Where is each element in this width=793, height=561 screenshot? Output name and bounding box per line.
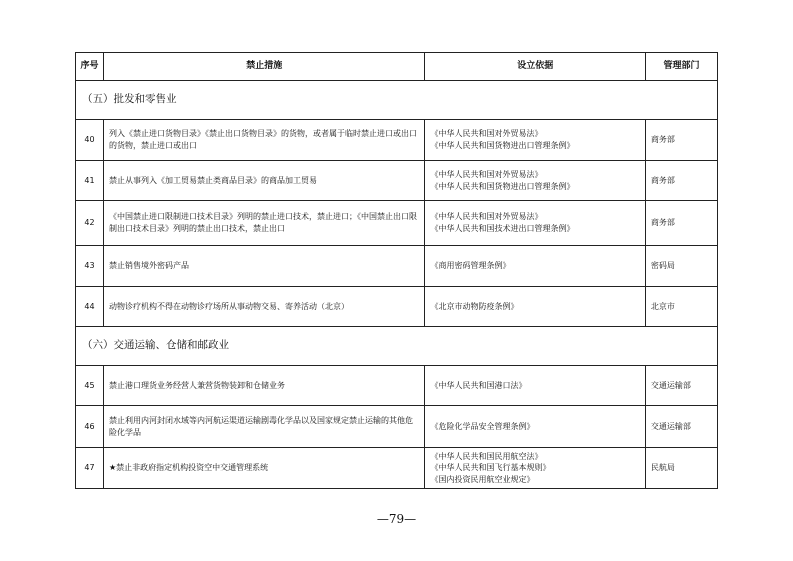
section-row-wholesale-retail	[76, 81, 718, 120]
prohibition-table	[75, 52, 718, 489]
row-serial-number: 43	[76, 246, 104, 287]
table-row	[76, 201, 718, 246]
row-department: 交通运输部	[645, 406, 717, 448]
table-row	[76, 246, 718, 287]
row-basis	[425, 366, 645, 406]
basis-line: 《危险化学品安全管理条例》	[430, 421, 535, 431]
basis-line: 《中华人民共和国对外贸易法》	[430, 129, 543, 139]
row-basis	[425, 161, 645, 201]
row-measure: 禁止销售境外密码产品	[103, 246, 425, 287]
basis-line: 《中华人民共和国技术进出口管理条例》	[430, 224, 575, 233]
basis-line: 《中华人民共和国货物进出口管理条例》	[430, 141, 575, 150]
row-measure: 列入《禁止进口货物目录》《禁止出口货物目录》的货物，或者属于临时禁止进口或出口的货物，禁止进口或出口	[103, 120, 425, 161]
row-department: 商务部	[645, 201, 717, 246]
row-department: 民航局	[645, 448, 717, 489]
basis-line: 《国内投资民用航空业规定》	[430, 474, 535, 484]
table-row	[76, 161, 718, 201]
header-serial-number: 序号	[76, 53, 104, 81]
section-title: （六）交通运输、仓储和邮政业	[76, 327, 718, 366]
table-row	[76, 287, 718, 327]
row-basis	[425, 201, 645, 246]
row-basis	[425, 406, 645, 448]
basis-line: 《中华人民共和国民用航空法》	[430, 451, 543, 461]
row-measure: ★禁止非政府指定机构投资空中交通管理系统	[103, 448, 425, 489]
row-serial-number: 42	[76, 201, 104, 246]
row-department: 北京市	[645, 287, 717, 327]
table-row	[76, 366, 718, 406]
row-basis	[425, 246, 645, 287]
row-serial-number: 47	[76, 448, 104, 489]
row-department: 密码局	[645, 246, 717, 287]
row-serial-number: 40	[76, 120, 104, 161]
table-row	[76, 120, 718, 161]
table-row	[76, 448, 718, 489]
row-measure: 禁止港口理货业务经营人兼营货物装卸和仓储业务	[103, 366, 425, 406]
basis-line: 《北京市动物防疫条例》	[430, 301, 519, 311]
row-serial-number: 41	[76, 161, 104, 201]
basis-line: 《中华人民共和国对外贸易法》	[430, 212, 543, 222]
row-measure: 禁止从事列入《加工贸易禁止类商品目录》的商品加工贸易	[103, 161, 425, 201]
row-serial-number: 45	[76, 366, 104, 406]
basis-line: 《中华人民共和国货物进出口管理条例》	[430, 181, 575, 191]
basis-line: 《中华人民共和国对外贸易法》	[430, 169, 543, 179]
section-row-transport-storage-postal	[76, 327, 718, 366]
row-department: 商务部	[645, 120, 717, 161]
basis-line: 《中华人民共和国港口法》	[430, 380, 527, 390]
row-basis	[425, 287, 645, 327]
header-legal-basis: 设立依据	[425, 53, 645, 81]
table-header	[76, 53, 718, 81]
basis-line: 《商用密码管理条例》	[430, 261, 511, 271]
row-measure: 《中国禁止进口限制进口技术目录》列明的禁止进口技术，禁止进口；《中国禁止出口限制出口技术目录》列明的禁止出口技术，禁止出口	[103, 201, 425, 246]
table-row	[76, 406, 718, 448]
row-basis	[425, 448, 645, 489]
row-serial-number: 46	[76, 406, 104, 448]
row-serial-number: 44	[76, 287, 104, 327]
header-prohibited-measure: 禁止措施	[103, 53, 425, 81]
page-number: —79—	[376, 512, 417, 526]
row-measure: 动物诊疗机构不得在动物诊疗场所从事动物交易、寄养活动（北京）	[103, 287, 425, 327]
header-managing-department: 管理部门	[645, 53, 717, 81]
section-title: （五）批发和零售业	[76, 81, 718, 120]
row-measure: 禁止利用内河封闭水域等内河航运渠道运输剧毒化学品以及国家规定禁止运输的其他危险化学品	[103, 406, 425, 448]
basis-line: 《中华人民共和国飞行基本规则》	[430, 463, 551, 473]
row-department: 交通运输部	[645, 366, 717, 406]
table-header-row	[76, 53, 718, 81]
row-basis	[425, 120, 645, 161]
row-department: 商务部	[645, 161, 717, 201]
